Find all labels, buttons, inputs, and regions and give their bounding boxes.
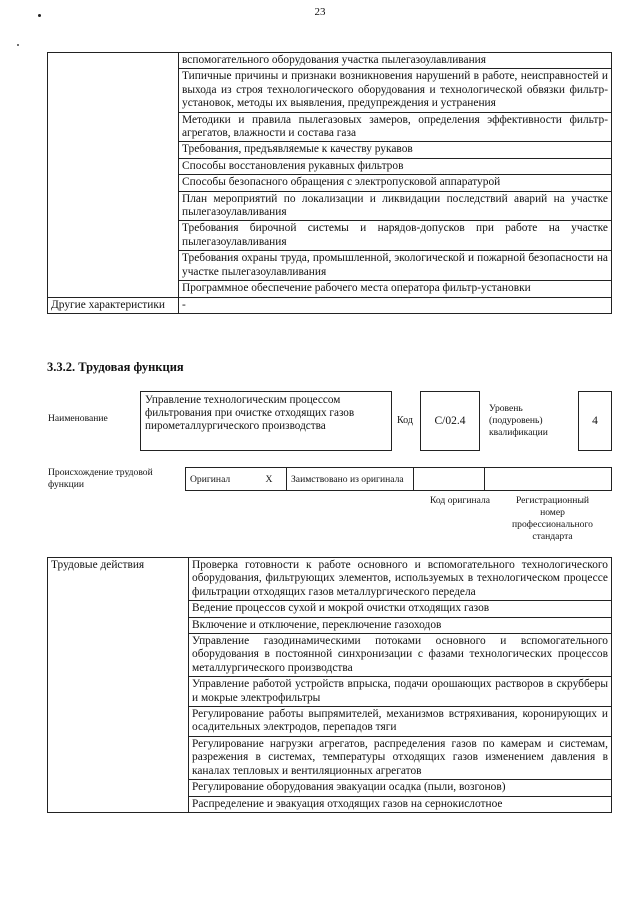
table-row: Программное обеспечение рабочего места оператора фильтр-установки bbox=[179, 281, 612, 297]
qualification-level: 4 bbox=[578, 391, 612, 451]
table-row: Регулирование работы выпрямителей, механизмов встряхивания, коронирующих и осадительных электродов, перепадов тяги bbox=[189, 707, 612, 737]
table-row: Распределение и эвакуация отходящих газов на сернокислотное bbox=[189, 796, 612, 812]
table-row: Регулирование нагрузки агрегатов, распределения газов по камерам и системам, разрежения в системах, температуры отходящих газов изменением давления в каналах тепловых и вентиляционных агрегатов bbox=[189, 736, 612, 779]
table-row: План мероприятий по локализации и ликвидации последствий аварий на участке пылегазоулавливания bbox=[179, 191, 612, 221]
scan-mark bbox=[38, 14, 41, 17]
table-row: Требования, предъявляемые к качеству рукавов bbox=[179, 142, 612, 158]
other-characteristics-label: Другие характеристики bbox=[48, 297, 179, 313]
table-row: вспомогательного оборудования участка пылегазоулавливания bbox=[179, 53, 612, 69]
table-row: Требования бирочной системы и нарядов-допусков при работе на участке пылегазоулавливания bbox=[179, 221, 612, 251]
other-characteristics-value: - bbox=[179, 297, 612, 313]
table-row: Способы восстановления рукавных фильтров bbox=[179, 158, 612, 174]
table-row: Включение и отключение, переключение газоходов bbox=[189, 617, 612, 633]
borrowed-label: Заимствовано из оригинала bbox=[287, 468, 414, 491]
page-number: 23 bbox=[314, 6, 326, 18]
scan-mark bbox=[17, 44, 19, 46]
table-row: Методики и правила пылегазовых замеров, определения эффективности фильтр-агрегатов, влажности и состава газа bbox=[179, 112, 612, 142]
level-label: Уровень (подуровень) квалификации bbox=[489, 403, 548, 438]
labor-actions-table bbox=[47, 557, 612, 813]
code-label: Код bbox=[397, 415, 413, 426]
table-row: Управление работой устройств впрыска, подачи орошающих растворов в скрубберы и мокрые электрофильтры bbox=[189, 677, 612, 707]
function-name: Управление технологическим процессом фильтрования при очистке отходящих газов пирометаллургического производства bbox=[140, 391, 392, 451]
function-code: C/02.4 bbox=[420, 391, 480, 451]
original-code-cell bbox=[414, 468, 485, 491]
knowledge-table bbox=[47, 52, 612, 314]
origin-label: Происхождение трудовой функции bbox=[48, 467, 153, 490]
origin-table bbox=[185, 467, 612, 491]
table-row: Управление газодинамическими потоками основного и вспомогательного оборудования в постоянной синхронизации с фазами технологических процессов металлургического производства bbox=[189, 634, 612, 677]
name-label: Наименование bbox=[48, 413, 108, 424]
table-row: Регулирование оборудования эвакуации осадка (пыли, возгонов) bbox=[189, 780, 612, 796]
labor-actions-label: Трудовые действия bbox=[48, 558, 189, 813]
original-mark: X bbox=[252, 468, 287, 491]
table-row: Способы безопасного обращения с электропусковой аппаратурой bbox=[179, 175, 612, 191]
table-row: Проверка готовности к работе основного и вспомогательного технологического оборудования, фильтрующих элементов, используемых в технологическом процессе фильтрации отходящих газов металлургического передела bbox=[189, 558, 612, 601]
table-row: Ведение процессов сухой и мокрой очистки отходящих газов bbox=[189, 601, 612, 617]
section-title: 3.3.2. Трудовая функция bbox=[47, 360, 184, 374]
original-label: Оригинал bbox=[186, 468, 253, 491]
table-row: Требования охраны труда, промышленной, экологической и пожарной безопасности на участке пылегазоулавливания bbox=[179, 251, 612, 281]
table-row: Типичные причины и признаки возникновения нарушений в работе, неисправностей и выхода из строя технологического оборудования и технологической обвязки фильтр-установок, методы их выявления, предупреждения и устранения bbox=[179, 69, 612, 112]
original-code-caption: Код оригинала bbox=[429, 495, 491, 506]
registration-number-cell bbox=[485, 468, 612, 491]
table-label-cell bbox=[48, 53, 179, 298]
registration-number-caption: Регистрационный номер профессионального стандарта bbox=[512, 495, 593, 542]
